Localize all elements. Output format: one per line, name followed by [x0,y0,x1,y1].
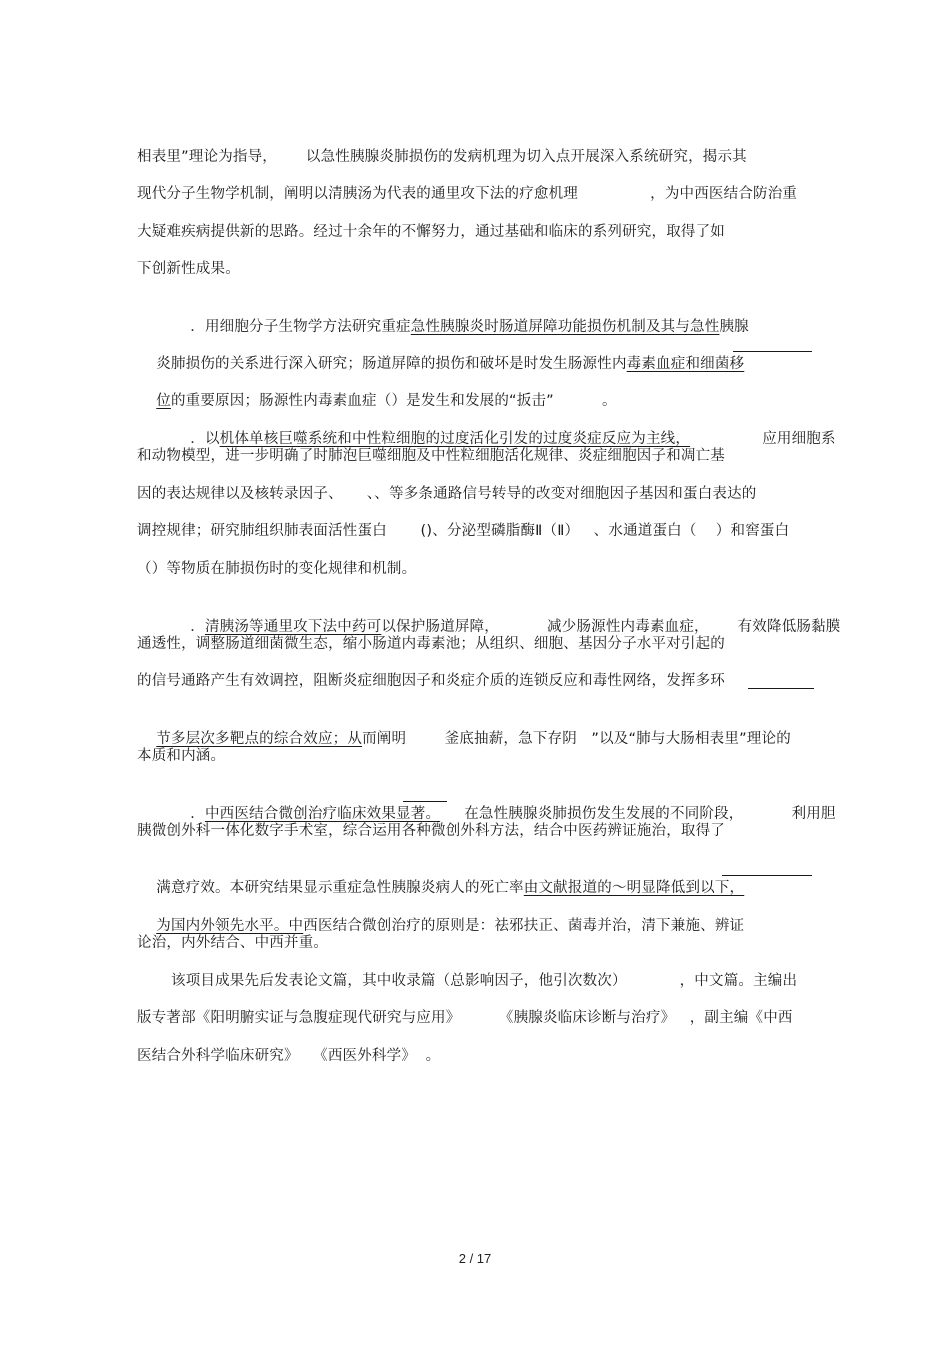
underline-rule [733,351,812,352]
text-segment: ． [190,806,205,822]
text-line: （）等物质在肺损伤时的变化规律和机制。 [137,561,417,577]
underlined-text: 中西医结合微创治疗临床效果显著。 [204,806,441,822]
text-line: 下创新性成果。 [137,261,240,277]
text-line: 论治，内外结合、中西并重。 [137,935,329,951]
text-line: 和动物模型，进一步明确了时肺泡巨噬细胞及中性粒细胞活化规律、炎症细胞因子和凋亡基 [137,448,725,464]
underline-rule [403,801,447,802]
text-segment: 西医结合微创治疗的原则是：祛邪扶正、菌毒并治，清下兼施、辨证 [303,918,745,934]
text-segment: 炎肺损伤的关系进行深入研究；肠道屏障的损伤和破坏是时发生肠源性内 [156,356,627,372]
underlined-text: 位 [156,393,171,409]
text-segment: 胰腺 [719,319,749,335]
text-segment: 满意疗效。本研究结果显示重症急性胰腺炎病人的死亡率 [156,880,524,896]
text-segment: 的重要原因；肠源性内毒素血症（）是发生和发展的“扳击” 。 [170,393,617,409]
text-segment: 而阐明 釜底抽薪，急下存阴 ”以及“肺与大肠相表里”理论的 [362,731,791,747]
text-line: 因的表达规律以及核转录因子、 、、等多条通路信号转导的改变对细胞因子基因和蛋白表达的 [137,486,757,502]
underlined-text: 由文献报道的～明显降低到以下， [523,880,745,896]
text-segment: ．用细胞分子生物学方法研究重症 [190,319,411,335]
text-line: 的信号通路产生有效调控，阻断炎症细胞因子和炎症介质的连锁反应和毒性网络，发挥多环 [137,673,725,689]
page-number: 2 / 17 [458,1251,492,1266]
text-segment: 在急性胰腺炎肺损伤发生发展的不同阶段， 利用胆 [440,806,836,822]
text-line: 医结合外科学临床研究》 《西医外科学》 。 [137,1048,441,1064]
text-segment: 以保护肠道屏障， 减少肠源性内毒素血症， 有效降低肠黏膜 [381,619,841,635]
text-line: 胰微创外科一体化数字手术室，综合运用各种微创外科方法，结合中医药辨证施治，取得了 [137,823,725,839]
text-line: 该项目成果先后发表论文篇，其中收录篇（总影响因子，他引次数次） ，中文篇。主编出 [171,973,798,989]
underlined-text: 清胰汤等通里攻下法中药可 [204,619,382,635]
underlined-text: 机体单核巨噬系统和中性粒细胞的过度活化引发的过度炎症反应为主线， [219,431,691,447]
text-segment: 应用细胞系 [690,431,836,447]
underline-rule [748,688,814,689]
text-line [137,709,791,769]
text-line: 大疑难疾病提供新的思路。经过十余年的不懈努力，通过基础和临床的系列研究，取得了如 [137,224,725,240]
underlined-text: 急性胰腺炎时肠道屏障功能损伤机制及其与急性 [410,319,720,335]
text-segment: ． [190,619,205,635]
text-segment: ．以 [190,431,220,447]
text-line: 版专著部《阳明腑实证与急腹症现代研究与应用》 《胰腺炎临床诊断与治疗》 ，副主编《中西 [137,1010,793,1026]
text-line: 现代分子生物学机制，阐明以清胰汤为代表的通里攻下法的疗愈机理 ，为中西医结合防治重 [137,186,798,202]
text-line: 本质和内涵。 [137,748,226,764]
underline-rule [722,875,812,876]
text-line: 调控规律；研究肺组织肺表面活性蛋白 ()、分泌型磷脂酶Ⅱ（Ⅱ） 、水通道蛋白（ ）和窖蛋白 [137,523,790,539]
underlined-text: 为国内外领先水平。中 [156,918,304,934]
underlined-text: 节多层次多靶点的综合效应；从 [156,731,363,747]
underlined-text: 毒素血症和细菌移 [626,356,745,372]
text-line: 相表里”理论为指导， 以急性胰腺炎肺损伤的发病机理为切入点开展深入系统研究，揭示其 [137,149,747,165]
text-line: 通透性，调整肠道细菌微生态，缩小肠道内毒素池；从组织、细胞、基因分子水平对引起的 [137,636,725,652]
